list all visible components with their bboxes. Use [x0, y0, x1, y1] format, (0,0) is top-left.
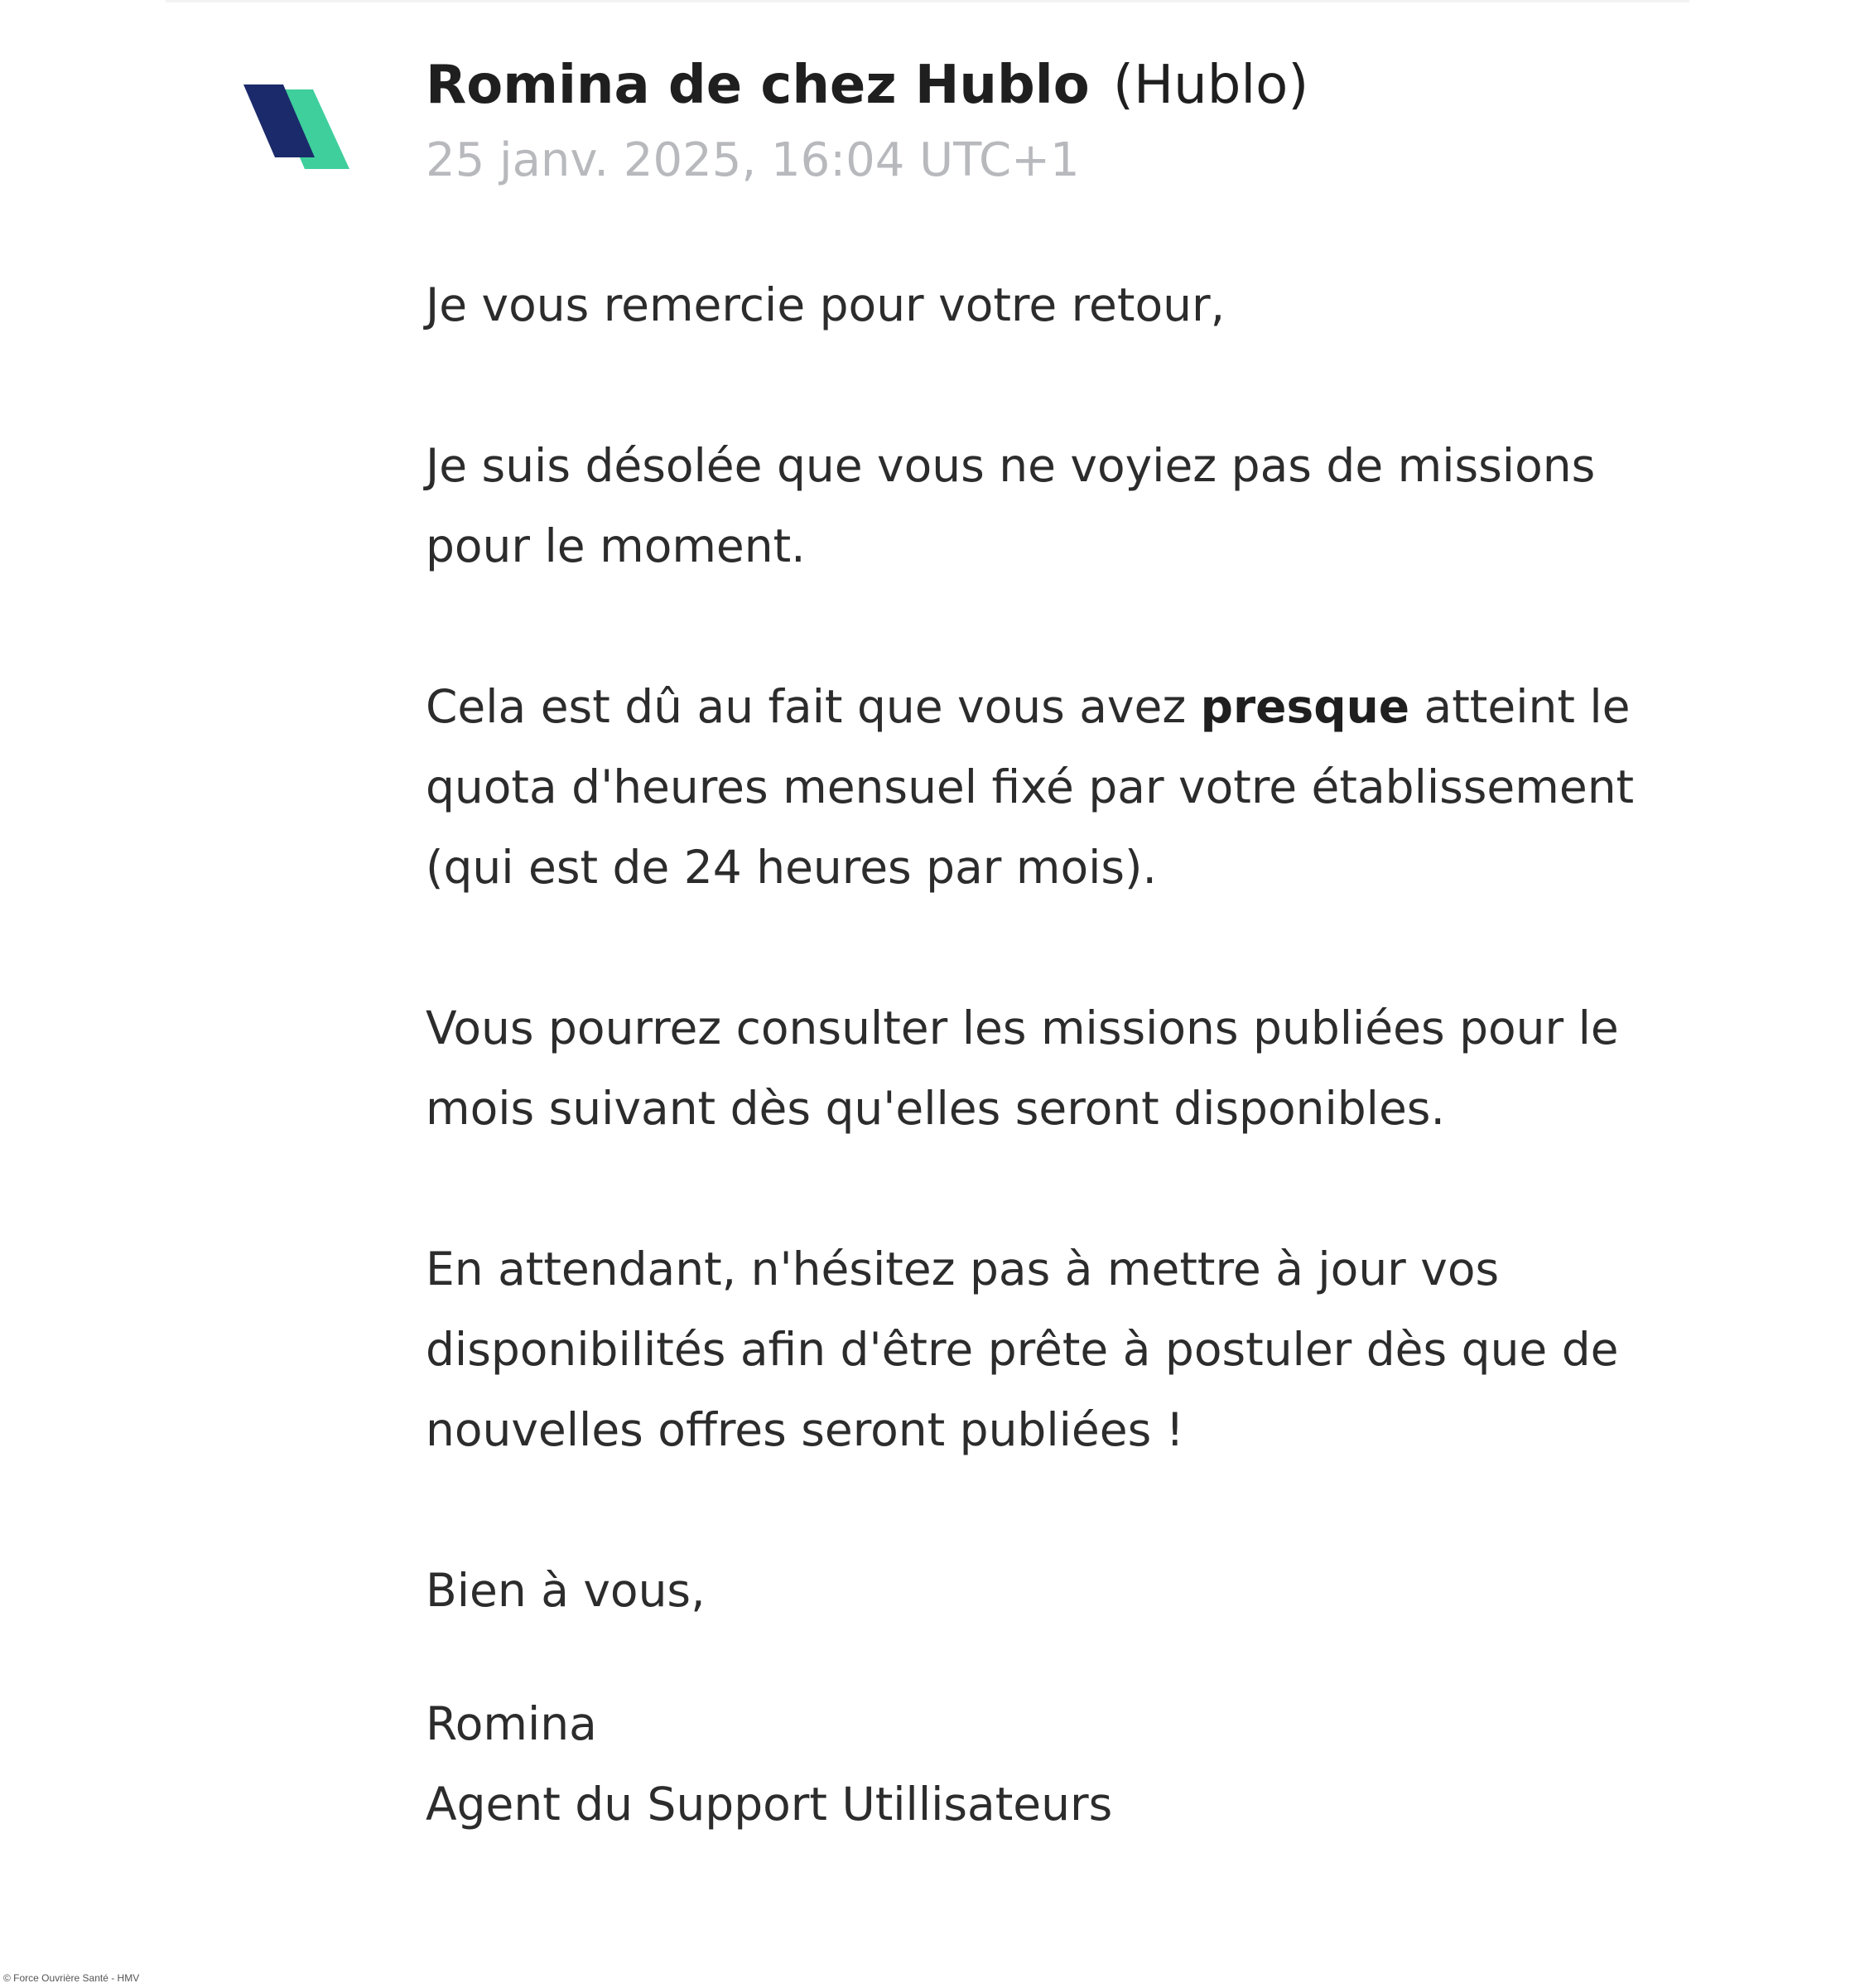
- closing-text: Bien à vous,: [426, 1564, 706, 1617]
- signature-name: Romina: [426, 1697, 597, 1750]
- image-credit: © Force Ouvrière Santé - HMV: [3, 1972, 140, 1984]
- greeting-paragraph: [426, 265, 1718, 345]
- apology-paragraph: [426, 426, 1718, 586]
- sender-name: Romina de chez Hublo: [426, 55, 1090, 116]
- message-body: [426, 265, 1718, 1845]
- message-timestamp: 25 janv. 2025, 16:04 UTC+1: [426, 133, 1080, 187]
- signature-block: [426, 1684, 1718, 1845]
- quota-line-3: (qui est de 24 heures par mois).: [426, 841, 1157, 894]
- availability-line-3: nouvelles offres seront publiées !: [426, 1403, 1184, 1456]
- next-month-line-2: mois suivant dès qu'elles seront disponibles.: [426, 1082, 1445, 1135]
- sender-avatar: [242, 81, 349, 172]
- availability-line-2: disponibilités afin d'être prête à postuler dès que de: [426, 1323, 1619, 1376]
- sender-organization: (Hublo): [1113, 55, 1309, 116]
- apology-line-1: Je suis désolée que vous ne voyiez pas de missions: [426, 439, 1596, 492]
- quota-line-1-end: atteint le: [1409, 680, 1631, 733]
- next-month-paragraph: [426, 988, 1718, 1149]
- availability-line-1: En attendant, n'hésitez pas à mettre à jour vos: [426, 1242, 1500, 1296]
- sender-line: [426, 48, 1751, 123]
- quota-paragraph: [426, 667, 1718, 908]
- availability-paragraph: [426, 1229, 1718, 1470]
- top-divider: [166, 0, 1689, 2]
- greeting-text: Je vous remercie pour votre retour,: [426, 278, 1226, 331]
- closing-paragraph: [426, 1551, 1718, 1631]
- hublo-logo-icon: [242, 81, 349, 172]
- quota-emphasis: presque: [1200, 680, 1410, 733]
- next-month-line-1: Vous pourrez consulter les missions publiées pour le: [426, 1001, 1619, 1054]
- signature-role: Agent du Support Utillisateurs: [426, 1778, 1113, 1831]
- quota-line-2: quota d'heures mensuel fixé par votre établissement: [426, 760, 1635, 813]
- quota-line-1-start: Cela est dû au fait que vous avez: [426, 680, 1201, 733]
- apology-line-2: pour le moment.: [426, 519, 806, 572]
- message-header: [426, 48, 1751, 194]
